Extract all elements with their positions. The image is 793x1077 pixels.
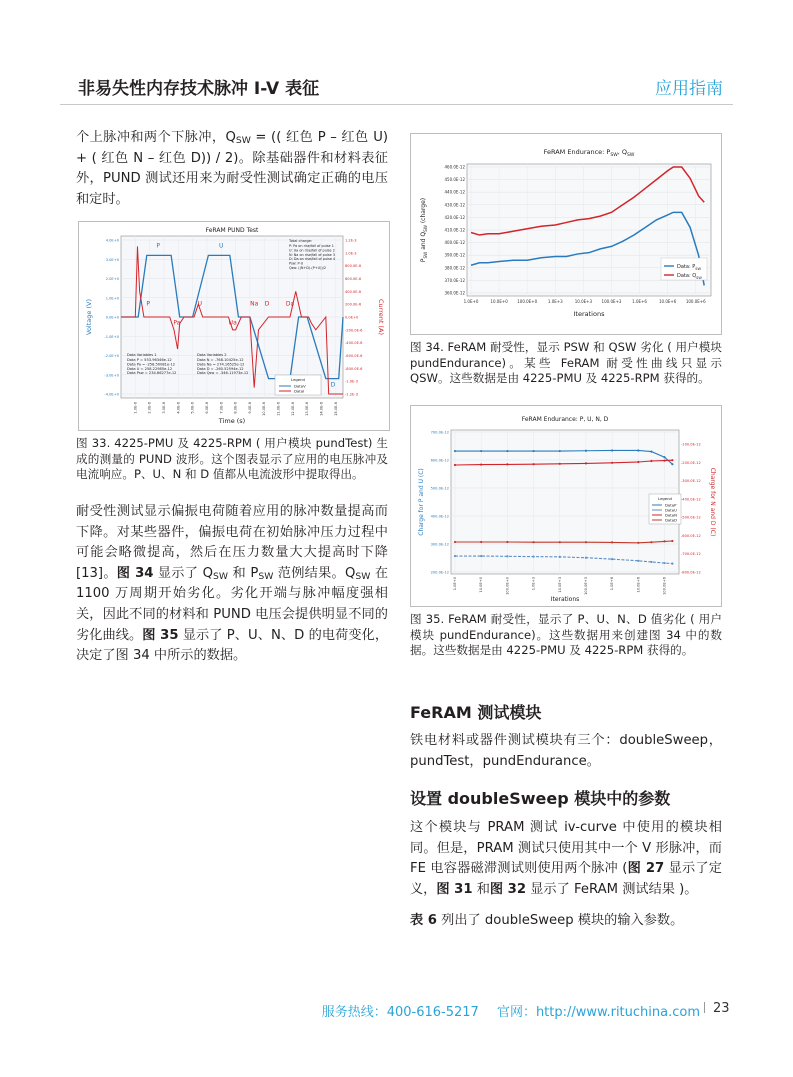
- fig35-legend-title: Legend: [658, 496, 672, 501]
- fig35-x-label: Iterations: [550, 596, 580, 603]
- fig35-series-datan-point: [585, 462, 587, 464]
- fig35-series-datan-point: [650, 460, 652, 462]
- ref-table6: 表 6: [410, 913, 437, 929]
- endurance-block: [76, 502, 388, 667]
- fig34-y-tick: 460.0E-12: [444, 164, 465, 170]
- fig34-x-tick: 10.0E+0: [490, 299, 508, 304]
- section-label: 应用指南: [655, 79, 723, 99]
- fig33-x-tick: 9.0E-6: [247, 402, 252, 414]
- fig35-series-datad-point: [671, 540, 673, 542]
- fig35-series-datan-point: [671, 459, 673, 461]
- fig35-series-datap-point: [650, 451, 652, 453]
- fig33-x-tick: 2.0E-6: [147, 402, 152, 414]
- fig34-y-tick: 360.0E-12: [444, 290, 465, 296]
- fig35-x-tick: 10.0E+0: [479, 577, 484, 593]
- table-ref-paragraph: 表 6 列出了 doubleSweep 模块的输入参数。: [410, 913, 684, 929]
- fig33-x-tick: 11.0E-6: [276, 402, 281, 416]
- fig35-title: FeRAM Endurance: P, U, N, D: [521, 416, 609, 423]
- fig35-series-datau-point: [454, 555, 456, 557]
- fig34-chart: [411, 134, 721, 334]
- fig35-series-datad-point: [532, 541, 534, 543]
- fig35-legend-label: DataD: [665, 517, 677, 523]
- fig34-legend-label: Data: $Q_{SW}$: [677, 273, 702, 280]
- fig35-series-datau-point: [532, 556, 534, 558]
- fig33-y2-tick: 1.2E-3: [345, 238, 357, 243]
- fig34-x-label: Iterations: [573, 310, 605, 318]
- fig34-x-tick: 100.0E+0: [517, 299, 538, 304]
- fig33-vars1-item: Data Pa = -258.50081e-12: [127, 362, 176, 367]
- fig35-y2-tick: -400.0E-12: [681, 497, 701, 502]
- fig35-y-label: Charge for P and U (C): [418, 468, 425, 536]
- fig35-x-tick: 1.0E+3: [531, 577, 536, 591]
- fig33-vars2-item: Data N = -768.10425e-12: [197, 358, 244, 362]
- fig35-series-datau-point: [506, 555, 508, 557]
- fig33-annotation: N: Na on rise/fall of pulse 3: [289, 252, 335, 257]
- params-section: [410, 786, 722, 932]
- fig35-series-datau-point: [671, 563, 673, 565]
- fig33-y-tick: 0.0E+0: [105, 315, 119, 320]
- fig33-x-tick: 4.0E-6: [176, 402, 181, 414]
- fig35-caption-text: 图 35. FeRAM 耐受性，显示了 P、U、N、D 值劣化 ( 用户模块 pundEndurance)。这些数据用来创建图 34 中的数据。这些数据是由 4225-PMU 及 4225-RPM 获得的。: [410, 612, 722, 658]
- figure-33: [78, 221, 390, 431]
- fig35-series-datan-point: [559, 463, 561, 465]
- fig33-y2-tick: 200.0E-6: [345, 302, 362, 307]
- fig35-series-datad-point: [454, 541, 456, 543]
- fig35-series-datap-point: [671, 463, 673, 465]
- fig35-chart: [411, 406, 721, 606]
- fig33-vars1-item: Data P = 553.96346e-12: [127, 358, 172, 362]
- fig35-y2-tick: -500.0E-12: [681, 515, 701, 520]
- fig35-series-datau-point: [637, 560, 639, 562]
- fig35-series-datan-point: [480, 464, 482, 466]
- fig35-x-tick: 100.0E+6: [662, 577, 667, 595]
- fig33-y-tick: 4.0E+0: [105, 238, 119, 243]
- fig34-x-tick: 100.0E+3: [601, 299, 622, 304]
- fig34-title: FeRAM Endurance: $P_{SW}$, $Q_{SW}$: [543, 148, 635, 158]
- fig33-y2-tick: 0.0E+0: [345, 315, 359, 320]
- fig34-y-tick: 430.0E-12: [444, 202, 465, 208]
- fig35-series-datad-point: [663, 540, 665, 542]
- fig35-series-datad-point: [585, 541, 587, 543]
- fig35-x-tick: 100.0E+3: [583, 577, 588, 595]
- fig33-annotation: Psw: P-U: [289, 261, 304, 266]
- fig35-y-tick: 200.0E-12: [430, 570, 449, 575]
- fig33-x-tick: 7.0E-6: [219, 402, 224, 414]
- fig33-title: FeRAM PUND Test: [205, 227, 259, 234]
- fig33-x-tick: 3.0E-6: [161, 402, 166, 414]
- fig33-annotation: U: Ua on rise/fall of pulse 2: [289, 248, 335, 253]
- module-paragraph: 铁电材料或器件测试模块有三个：doubleSweep，pundTest，pundEndurance。: [410, 733, 722, 769]
- fig33-pulse-label: U: [219, 242, 224, 250]
- fig35-y2-tick: -100.0E-12: [681, 442, 701, 447]
- fig33-pulse-label: P: [146, 300, 151, 308]
- fig33-x-tick: 10.0E-6: [262, 402, 267, 416]
- fig33-pulse-label: U: [197, 300, 202, 308]
- fig34-y-label: $P_{SW}$ and $Q_{SW}$ (charge): [420, 197, 428, 263]
- fig33-y2-tick: 1.0E-3: [345, 251, 357, 256]
- fig33-annotation-title: Total charge:: [289, 239, 313, 243]
- fig33-x-tick: 8.0E-6: [233, 402, 238, 414]
- fig34-y-tick: 450.0E-12: [444, 177, 465, 183]
- fig35-y-tick: 400.0E-12: [430, 514, 449, 519]
- fig33-y2-tick: 400.0E-6: [345, 289, 362, 294]
- fig33-y2-tick: -800.0E-6: [345, 366, 363, 371]
- fig33-annotation: D: Da on rise/fall of pulse 4: [289, 257, 336, 262]
- fig35-y2-tick: -300.0E-12: [681, 479, 701, 484]
- fig33-caption-text: 图 33. 4225-PMU 及 4225-RPM ( 用户模块 pundTest) 生成的测量的 PUND 波形。这个图表显示了应用的电压脉冲及电流响应。P、U、N 和 D 值都从电流波形中提取得出。: [76, 436, 388, 482]
- fig35-series-datau-point: [663, 562, 665, 564]
- fig35-series-datap-point: [532, 450, 534, 452]
- endurance-paragraph: 耐受性测试显示偏振电荷随着应用的脉冲数量提高而下降。对某些器件，偏振电荷在初始脉冲压力过程中可能会略微提高，然后在压力数量大大提高时下降 [13]。图 34 显示了 $Q_{SW}$ 和 $P_{SW}$ 范例结果。$Q_{SW}$ 在 1100 万周期开始劣化。劣化开端与脉冲幅度强相关，因此不同的材料和 PUND 电压会提供明显不同的劣化曲线。图 35 显示了 P、U、N、D 的电荷变化，决定了图 34 中所示的数据。: [76, 504, 389, 664]
- fig35-series-datau-point: [585, 557, 587, 559]
- fig33-y2-label: Current (A): [377, 299, 385, 335]
- fig34-legend-label: Data: $P_{SW}$: [677, 264, 701, 271]
- fig33-x-tick: 1.0E-6: [133, 402, 138, 414]
- fig35-y2-tick: -700.0E-12: [681, 552, 701, 557]
- fig33-chart: [79, 222, 389, 430]
- fig34-x-tick: 100.0E+6: [685, 299, 706, 304]
- fig35-series-datau-point: [559, 556, 561, 558]
- fig34-x-tick: 1.0E+6: [632, 299, 647, 304]
- fig33-vars2-title: Data Variables 2: [197, 353, 227, 357]
- ref-fig34: 图 34: [116, 565, 154, 581]
- footer-website[interactable]: 官网：http://www.rituchina.com: [496, 1005, 700, 1020]
- fig33-pulse-label: D: [264, 300, 270, 308]
- fig35-x-tick: 1.0E+0: [453, 577, 457, 591]
- fig33-y-label: Voltage (V): [85, 299, 93, 335]
- fig33-vars1-item: Data Psw = 234.66277e-12: [127, 371, 177, 376]
- figure-34: [410, 133, 722, 335]
- fig33-pulse-label: Da: [285, 300, 295, 308]
- fig33-vars2-item: Data D = -260.52594e-12: [197, 366, 244, 371]
- module-heading: FeRAM 测试模块: [410, 703, 542, 722]
- fig33-y2-tick: -200.0E-6: [345, 328, 363, 333]
- fig33-legend-title: Legend: [291, 377, 305, 382]
- fig35-series-datan-point: [506, 463, 508, 465]
- fig35-series-datau-point: [650, 561, 652, 563]
- fig34-y-tick: 390.0E-12: [444, 252, 465, 258]
- fig33-pulse-label: P: [156, 242, 161, 250]
- fig34-y-tick: 380.0E-12: [444, 265, 465, 271]
- fig33-y-tick: -1.0E+0: [104, 334, 119, 339]
- fig33-annotation: P: Pa on rise/fall of pulse 1: [289, 244, 334, 248]
- fig34-x-tick: 1.0E+3: [547, 299, 563, 304]
- fig34-y-tick: 420.0E-12: [444, 214, 465, 220]
- params-heading: 设置 doubleSweep 模块中的参数: [410, 789, 671, 808]
- fig33-y2-tick: -1.0E-3: [345, 379, 358, 384]
- fig33-pulse-label: Na: [250, 300, 259, 308]
- fig35-y2-tick: -800.0E-12: [681, 570, 701, 575]
- fig35-y2-label: Charge for N and D (C): [709, 467, 716, 537]
- fig35-series-datap-point: [480, 450, 482, 452]
- fig33-pulse-label: Pa: [173, 319, 181, 327]
- fig33-pulse-label: Ua: [228, 319, 237, 327]
- fig34-x-tick: 10.0E+6: [658, 299, 677, 304]
- fig33-legend-label: DataV: [294, 383, 306, 389]
- fig35-series-datap-point: [663, 456, 665, 458]
- fig33-x-tick: 6.0E-6: [204, 402, 209, 414]
- intro-block: [76, 128, 388, 210]
- fig33-x-tick: 12.0E-6: [290, 402, 295, 416]
- fig35-series-datad-point: [559, 541, 561, 543]
- module-section: [410, 700, 722, 772]
- fig33-annotation: Qsw: ((N+D)-(P+U))/2: [289, 266, 327, 270]
- fig35-series-datad-point: [637, 542, 639, 544]
- fig35-series-datad-point: [611, 541, 613, 543]
- fig35-legend-label: DataN: [665, 512, 677, 518]
- fig33-y2-tick: 800.0E-6: [345, 264, 362, 269]
- fig33-vars1-item: Data U = 258.22985e-12: [127, 366, 173, 371]
- fig33-pulse-label: D: [330, 381, 336, 389]
- ref-fig35: 图 35: [142, 627, 179, 643]
- fig33-y2-tick: -600.0E-6: [345, 354, 363, 358]
- fig35-x-tick: 10.0E+6: [636, 577, 641, 593]
- ref-fig32: 图 32: [489, 881, 527, 897]
- fig35-x-tick: 10.0E+3: [557, 577, 562, 593]
- header-divider: [60, 104, 733, 105]
- fig35-y-tick: 600.0E-12: [430, 458, 449, 463]
- fig33-x-tick: 13.0E-6: [305, 402, 310, 416]
- fig35-series-datap-point: [637, 449, 639, 451]
- page-number: 23: [704, 1001, 730, 1016]
- fig35-series-datap-point: [559, 450, 561, 452]
- fig35-series-datap-point: [611, 449, 613, 451]
- figure-33-caption: [76, 436, 388, 483]
- fig35-series-datad-point: [506, 541, 508, 543]
- document-title: 非易失性内存技术脉冲 I-V 表征: [78, 79, 320, 99]
- fig33-vars2-item: Data Qsw = -346.11973e-12: [197, 371, 249, 376]
- footer-hotline: 服务热线：400-616-5217: [321, 1005, 479, 1020]
- fig35-series-datan-point: [637, 461, 639, 463]
- fig35-x-tick: 100.0E+0: [505, 577, 510, 595]
- fig33-y-tick: 2.0E+0: [105, 277, 119, 281]
- fig33-x-tick: 15.0E-6: [333, 402, 338, 416]
- fig33-x-tick: 5.0E-6: [190, 402, 195, 414]
- fig35-series-datap-point: [506, 450, 508, 452]
- fig33-y2-tick: 600.0E-6: [345, 277, 362, 281]
- fig35-legend-label: DataP: [665, 502, 677, 508]
- fig35-y2-tick: -200.0E-12: [681, 460, 701, 465]
- fig33-legend-label: DataI: [294, 388, 305, 394]
- fig35-series-datad-point: [480, 541, 482, 543]
- fig33-x-tick: 14.0E-6: [319, 402, 324, 416]
- fig34-x-tick: 1.0E+0: [463, 299, 479, 304]
- fig33-y-tick: -3.0E+0: [104, 373, 119, 378]
- fig35-series-datap-point: [585, 450, 587, 452]
- ref-fig27: 图 27: [627, 861, 665, 877]
- fig35-y2-tick: -600.0E-12: [681, 533, 701, 538]
- fig33-vars2-item: Data Na = 274.16525e-12: [197, 362, 245, 367]
- fig33-y2-tick: -1.2E-3: [345, 392, 358, 397]
- figure-34-caption: [410, 340, 722, 387]
- fig34-x-tick: 10.0E+3: [574, 299, 593, 304]
- fig33-y-tick: -4.0E+0: [104, 392, 119, 397]
- fig35-legend-label: DataU: [665, 507, 677, 513]
- fig34-y-tick: 370.0E-12: [444, 277, 465, 283]
- fig33-y-tick: -2.0E+0: [104, 354, 119, 358]
- fig34-caption-text: 图 34. FeRAM 耐受性，显示 PSW 和 QSW 劣化 ( 用户模块 pundEndurance)。某些 FeRAM 耐受性曲线只显示 QSW。这些数据是由 4225-PMU 及 4225-RPM 获得的。: [410, 340, 722, 386]
- fig34-y-tick: 410.0E-12: [444, 227, 465, 233]
- fig35-plot-area: [451, 430, 679, 574]
- fig35-series-datau-point: [611, 558, 613, 560]
- fig35-y-tick: 500.0E-12: [430, 486, 449, 491]
- fig35-y-tick: 300.0E-12: [430, 542, 449, 547]
- fig33-y-tick: 3.0E+0: [105, 257, 119, 262]
- fig33-vars1-title: Data Variables 1: [127, 353, 157, 357]
- ref-fig31: 图 31: [436, 881, 473, 897]
- fig35-series-datan-point: [532, 463, 534, 465]
- fig35-series-datad-point: [650, 541, 652, 543]
- fig34-y-tick: 400.0E-12: [444, 240, 465, 246]
- fig33-y2-tick: -400.0E-6: [345, 341, 363, 346]
- fig35-series-datap-point: [454, 450, 456, 452]
- fig34-y-tick: 440.0E-12: [444, 189, 465, 195]
- fig35-y-tick: 700.0E-12: [430, 430, 449, 435]
- fig35-series-datau-point: [480, 555, 482, 557]
- fig35-series-datan-point: [611, 462, 613, 464]
- fig35-x-tick: 1.0E+6: [610, 577, 615, 591]
- intro-paragraph: 个上脉冲和两个下脉冲，$Q_{SW}$ = (( 红色 P – 红色 U) + ( 红色 N – 红色 D)) / 2)。除基础器件和材料表征外，PUND 测试还用来为耐受性测试确定正确的电压和定时。: [76, 130, 388, 207]
- fig35-series-datan-point: [663, 460, 665, 462]
- params-paragraph: 这个模块与 PRAM 测试 iv-curve 中使用的模块相同。但是，PRAM 测试只使用其中一个 V 形脉冲，而 FE 电容器磁滞测试则使用两个脉冲 (图 27 显示了定义，图 31 和图 32 显示了 FeRAM 测试结果 )。: [410, 820, 722, 897]
- fig33-y-tick: 1.0E+0: [105, 296, 119, 301]
- figure-35: [410, 405, 722, 607]
- fig35-series-datan-point: [454, 464, 456, 466]
- figure-35-caption: [410, 612, 722, 659]
- fig33-x-label: Time (s): [218, 417, 246, 425]
- footer-contact: [0, 1001, 700, 1020]
